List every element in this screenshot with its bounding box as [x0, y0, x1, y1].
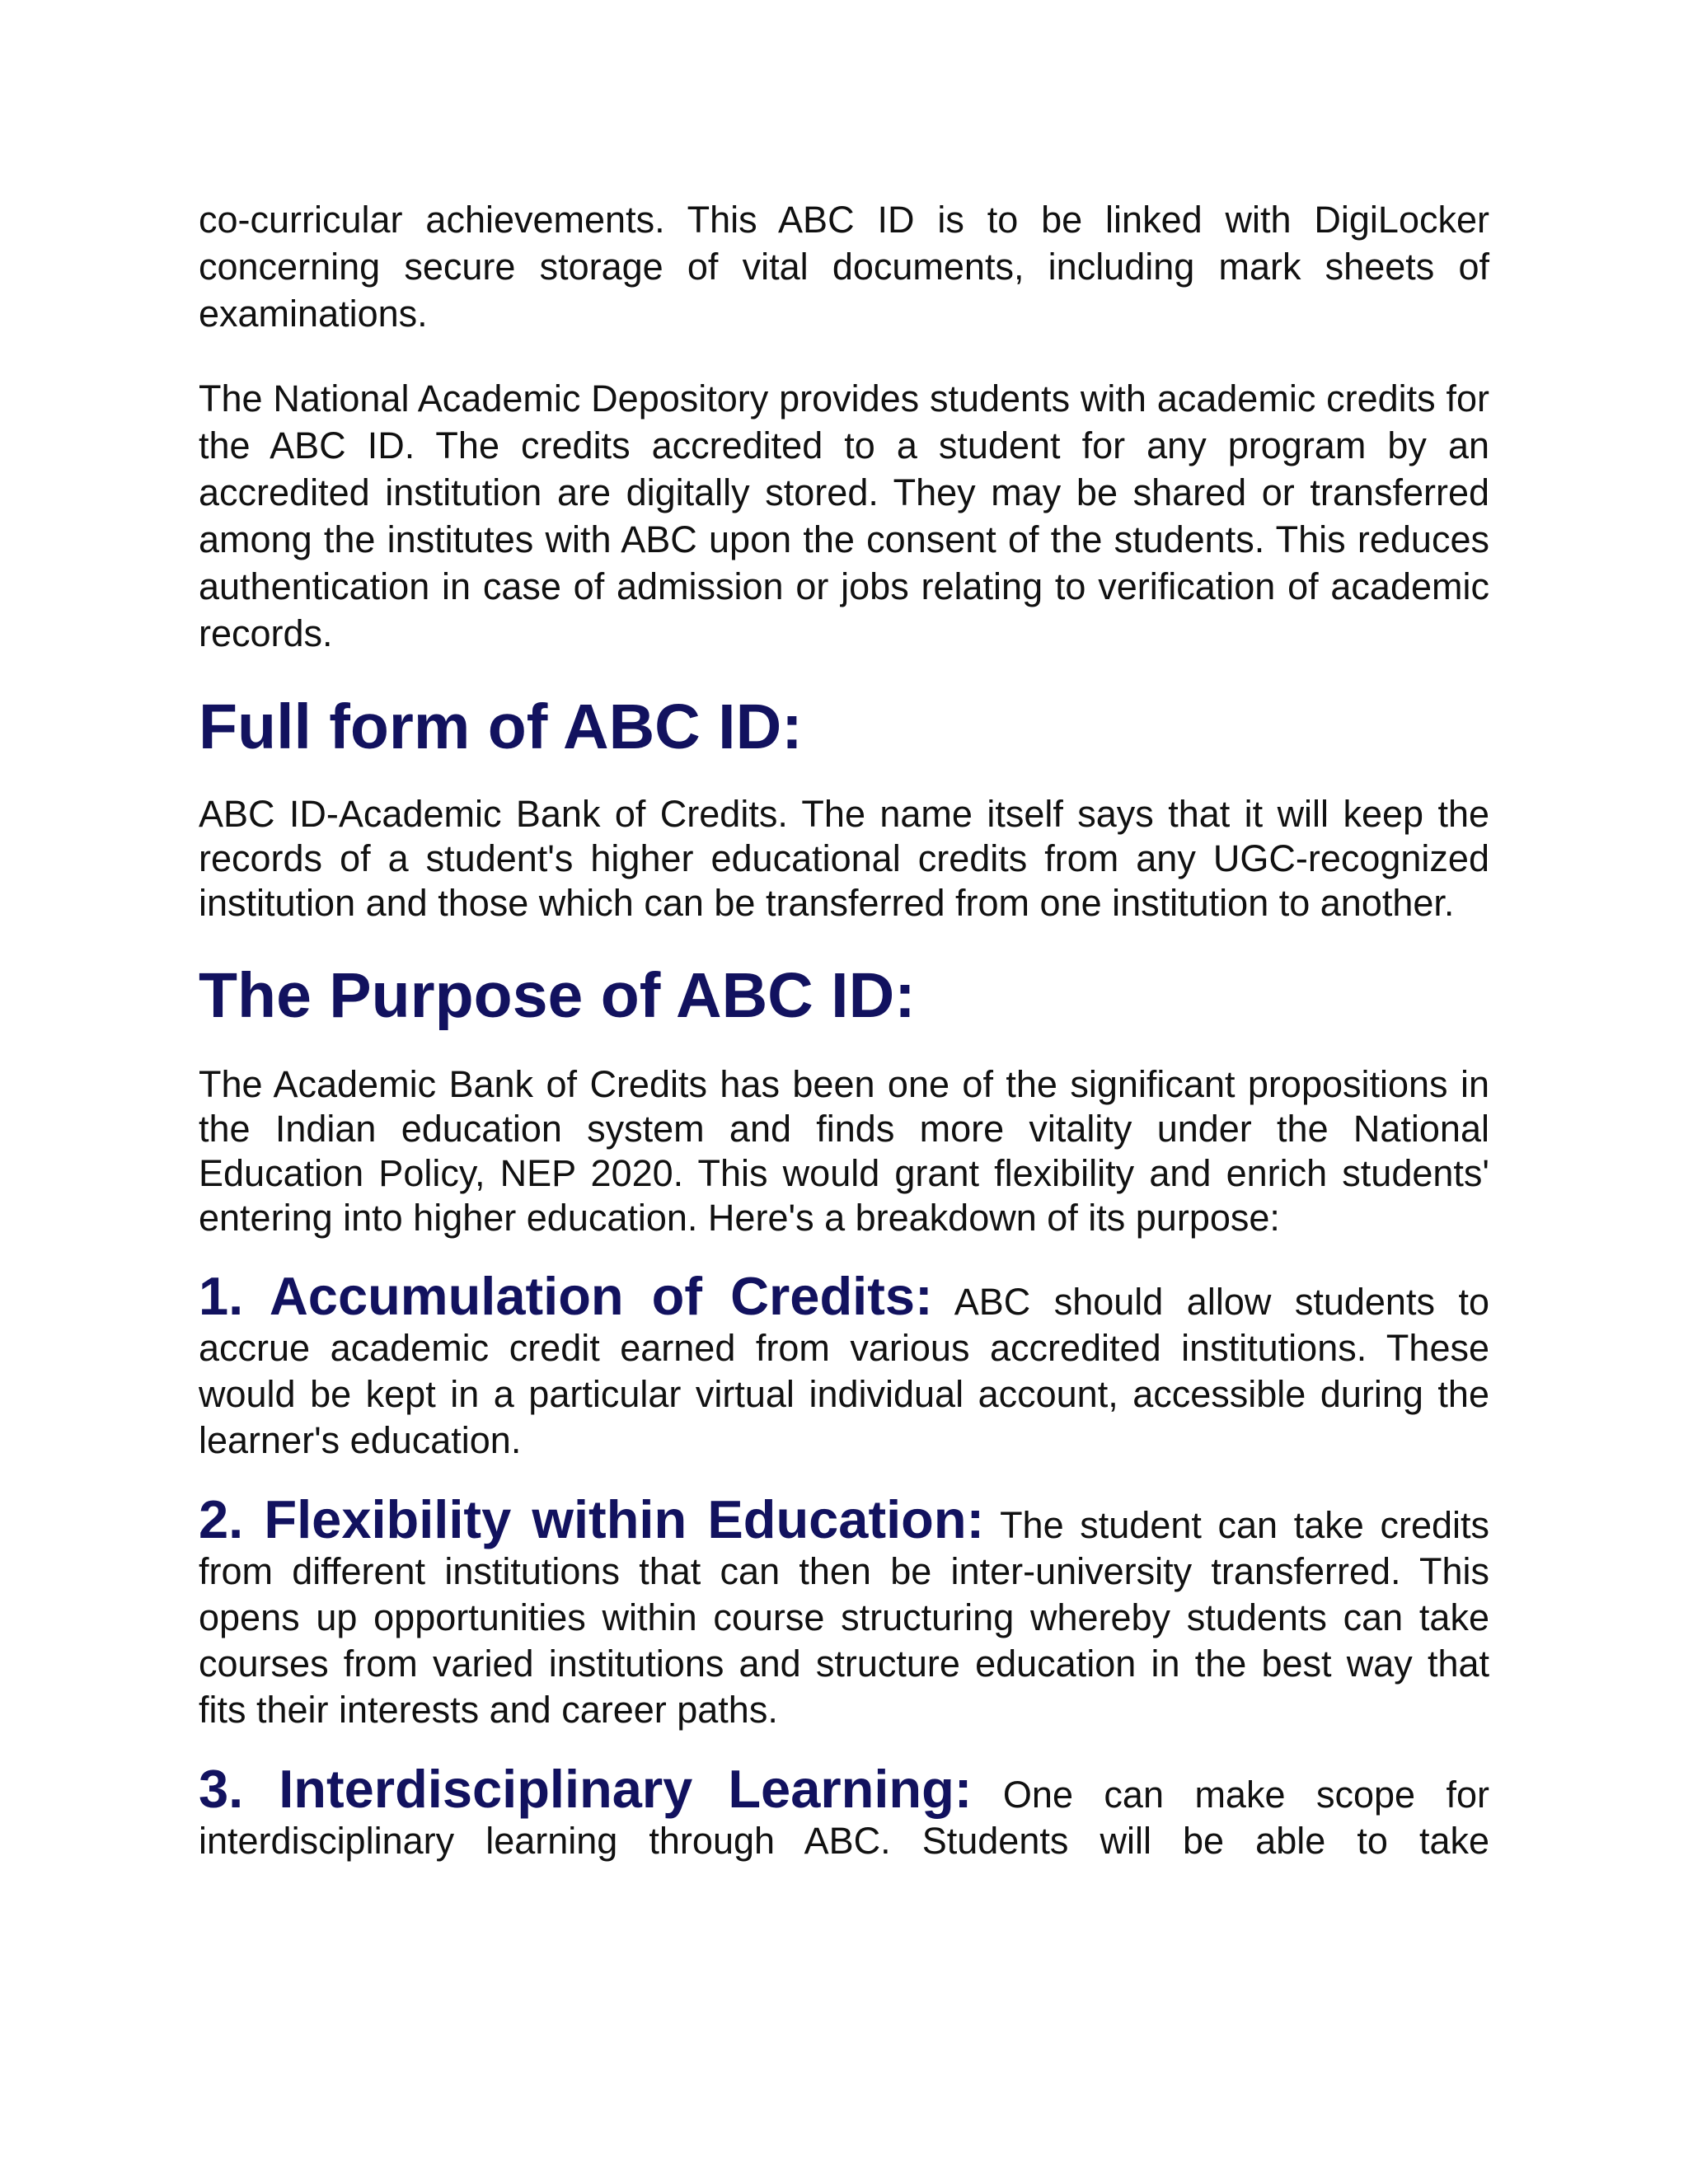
intro-paragraph-1: co-curricular achievements. This ABC ID is to be linked with DigiLocker concerning secure storage of vital documents, including mark sheets of examinations. — [199, 199, 1489, 335]
purpose-heading: The Purpose of ABC ID: — [199, 960, 916, 1031]
purpose-item-3-text: One can make scope for interdisciplinary learning through ABC. Students will be able to take — [199, 1774, 1489, 1862]
purpose-item-3-title: 3. Interdisciplinary Learning: — [199, 1759, 973, 1819]
purpose-item-1 — [199, 1266, 1489, 1464]
full-form-body: ABC ID-Academic Bank of Credits. The name itself says that it will keep the records of a student's higher educational credits from any UGC-recognized institution and those which can be transferred from one institution to another. — [199, 793, 1489, 924]
purpose-item-1-text: ABC should allow students to accrue academic credit earned from various accredited institutions. These would be kept in a particular virtual individual account, accessible during the learner's education. — [199, 1281, 1489, 1461]
intro-paragraph-2: The National Academic Depository provides students with academic credits for the ABC ID. The credits accredited to a student for any program by an accredited institution are digitally stored. They may be shared or transferred among the institutes with ABC upon the consent of the students. This reduces authentication in case of admission or jobs relating to verification of academic records. — [199, 377, 1489, 654]
purpose-item-1-title: 1. Accumulation of Credits: — [199, 1266, 933, 1326]
purpose-body: The Academic Bank of Credits has been one of the significant propositions in the Indian education system and finds more vitality under the National Education Policy, NEP 2020. This would grant flexibility and enrich students' entering into higher education. Here's a breakdown of its purpose: — [199, 1063, 1489, 1239]
full-form-heading: Full form of ABC ID: — [199, 691, 803, 762]
document-page — [199, 196, 1489, 1864]
purpose-item-2-text: The student can take credits from different institutions that can then be inter-university transferred. This opens up opportunities within course structuring whereby students can take courses from varied institutions and structure education in the best way that fits their interests and career paths. — [199, 1504, 1489, 1731]
purpose-item-3 — [199, 1759, 1489, 1864]
purpose-item-2-title: 2. Flexibility within Education: — [199, 1489, 985, 1549]
purpose-item-2 — [199, 1489, 1489, 1733]
